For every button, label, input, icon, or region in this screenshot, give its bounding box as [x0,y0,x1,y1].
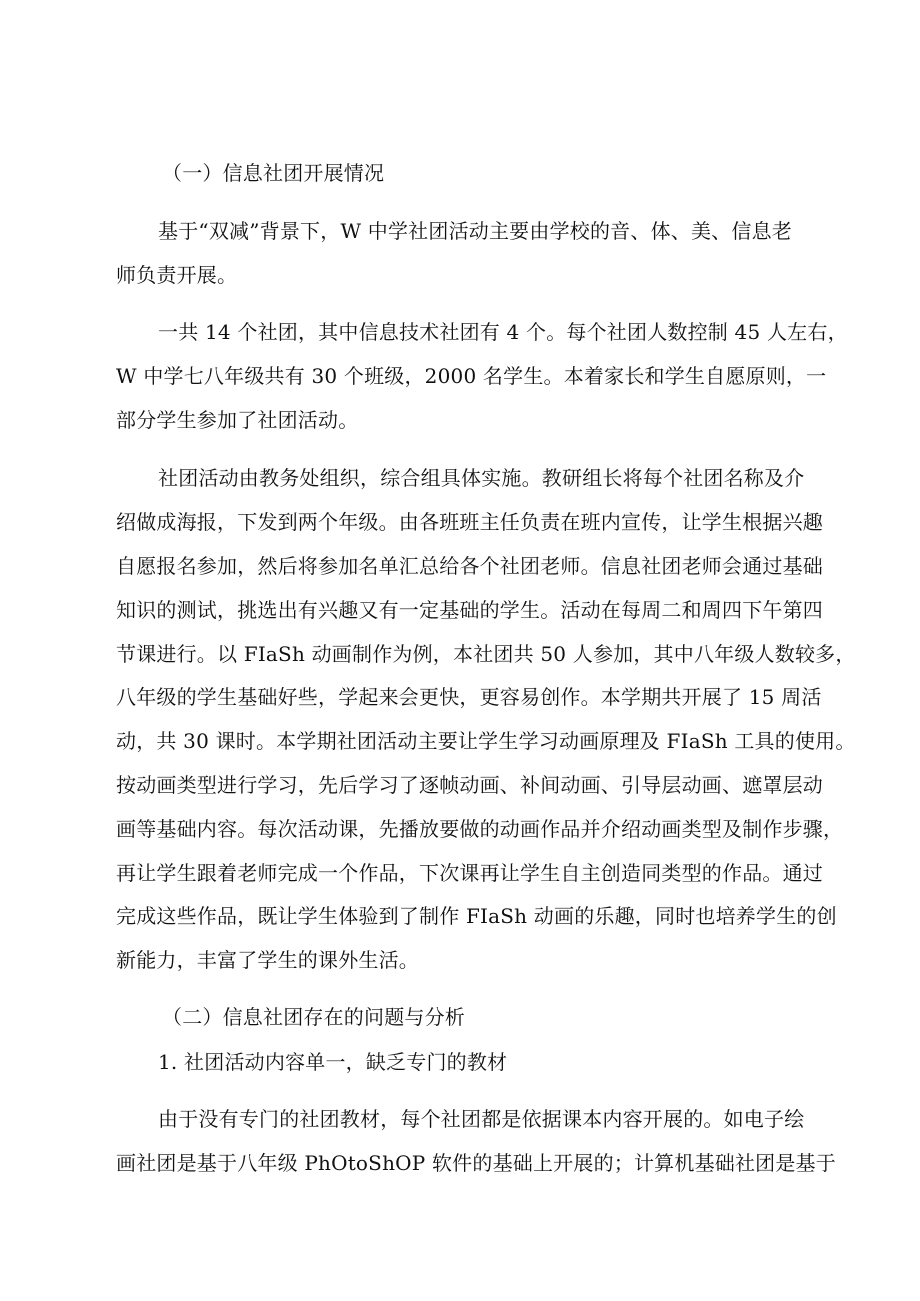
section-heading-2: （二）信息社团存在的问题与分析 [162,1005,465,1029]
paragraph-3-line-7: 动，共 30 课时。本学期社团活动主要让学生学习动画原理及 FIaSh 工具的使用。 [116,729,856,753]
paragraph-3-line-9: 画等基础内容。每次活动课，先播放要做的动画作品并介绍动画类型及制作步骤， [116,817,844,841]
paragraph-3-line-12: 新能力，丰富了学生的课外生活。 [116,948,419,972]
paragraph-3-line-2: 绍做成海报，下发到两个年级。由各班班主任负责在班内宣传，让学生根据兴趣 [116,510,823,534]
paragraph-3-line-5: 节课进行。以 FIaSh 动画制作为例，本社团共 50 人参加，其中八年级人数较多， [116,642,856,666]
paragraph-2-line-3: 部分学生参加了社团活动。 [116,408,359,432]
paragraph-3-line-1: 社团活动由教务处组织，综合组具体实施。教研组长将每个社团名称及介 [158,466,805,490]
paragraph-4-line-2: 画社团是基于八年级 PhOtoShOP 软件的基础上开展的；计算机基础社团是基于 [116,1151,836,1175]
paragraph-1-line-2: 师负责开展。 [116,263,238,287]
paragraph-3-line-6: 八年级的学生基础好些，学起来会更快，更容易创作。本学期共开展了 15 周活 [116,685,822,709]
paragraph-1-line-1: 基于“双减”背景下，W 中学社团活动主要由学校的音、体、美、信息老 [158,219,792,243]
section-heading-1: （一）信息社团开展情况 [162,161,385,185]
paragraph-4-line-1: 由于没有专门的社团教材，每个社团都是依据课本内容开展的。如电子绘 [158,1107,805,1131]
paragraph-3-line-8: 按动画类型进行学习，先后学习了逐帧动画、补间动画、引导层动画、遮罩层动 [116,773,823,797]
paragraph-2-line-1: 一共 14 个社团，其中信息技术社团有 4 个。每个社团人数控制 45 人左右， [158,320,848,344]
paragraph-3-line-4: 知识的测试，挑选出有兴趣又有一定基础的学生。活动在每周二和周四下午第四 [116,598,823,622]
paragraph-2-line-2: W 中学七八年级共有 30 个班级，2000 名学生。本着家长和学生自愿原则，一 [116,364,827,388]
paragraph-3-line-11: 完成这些作品，既让学生体验到了制作 FIaSh 动画的乐趣，同时也培养学生的创 [116,904,837,928]
paragraph-3-line-3: 自愿报名参加，然后将参加名单汇总给各个社团老师。信息社团老师会通过基础 [116,554,823,578]
paragraph-3-line-10: 再让学生跟着老师完成一个作品，下次课再让学生自主创造同类型的作品。通过 [116,861,823,885]
subheading-1: 1. 社团活动内容单一，缺乏专门的教材 [158,1050,508,1074]
